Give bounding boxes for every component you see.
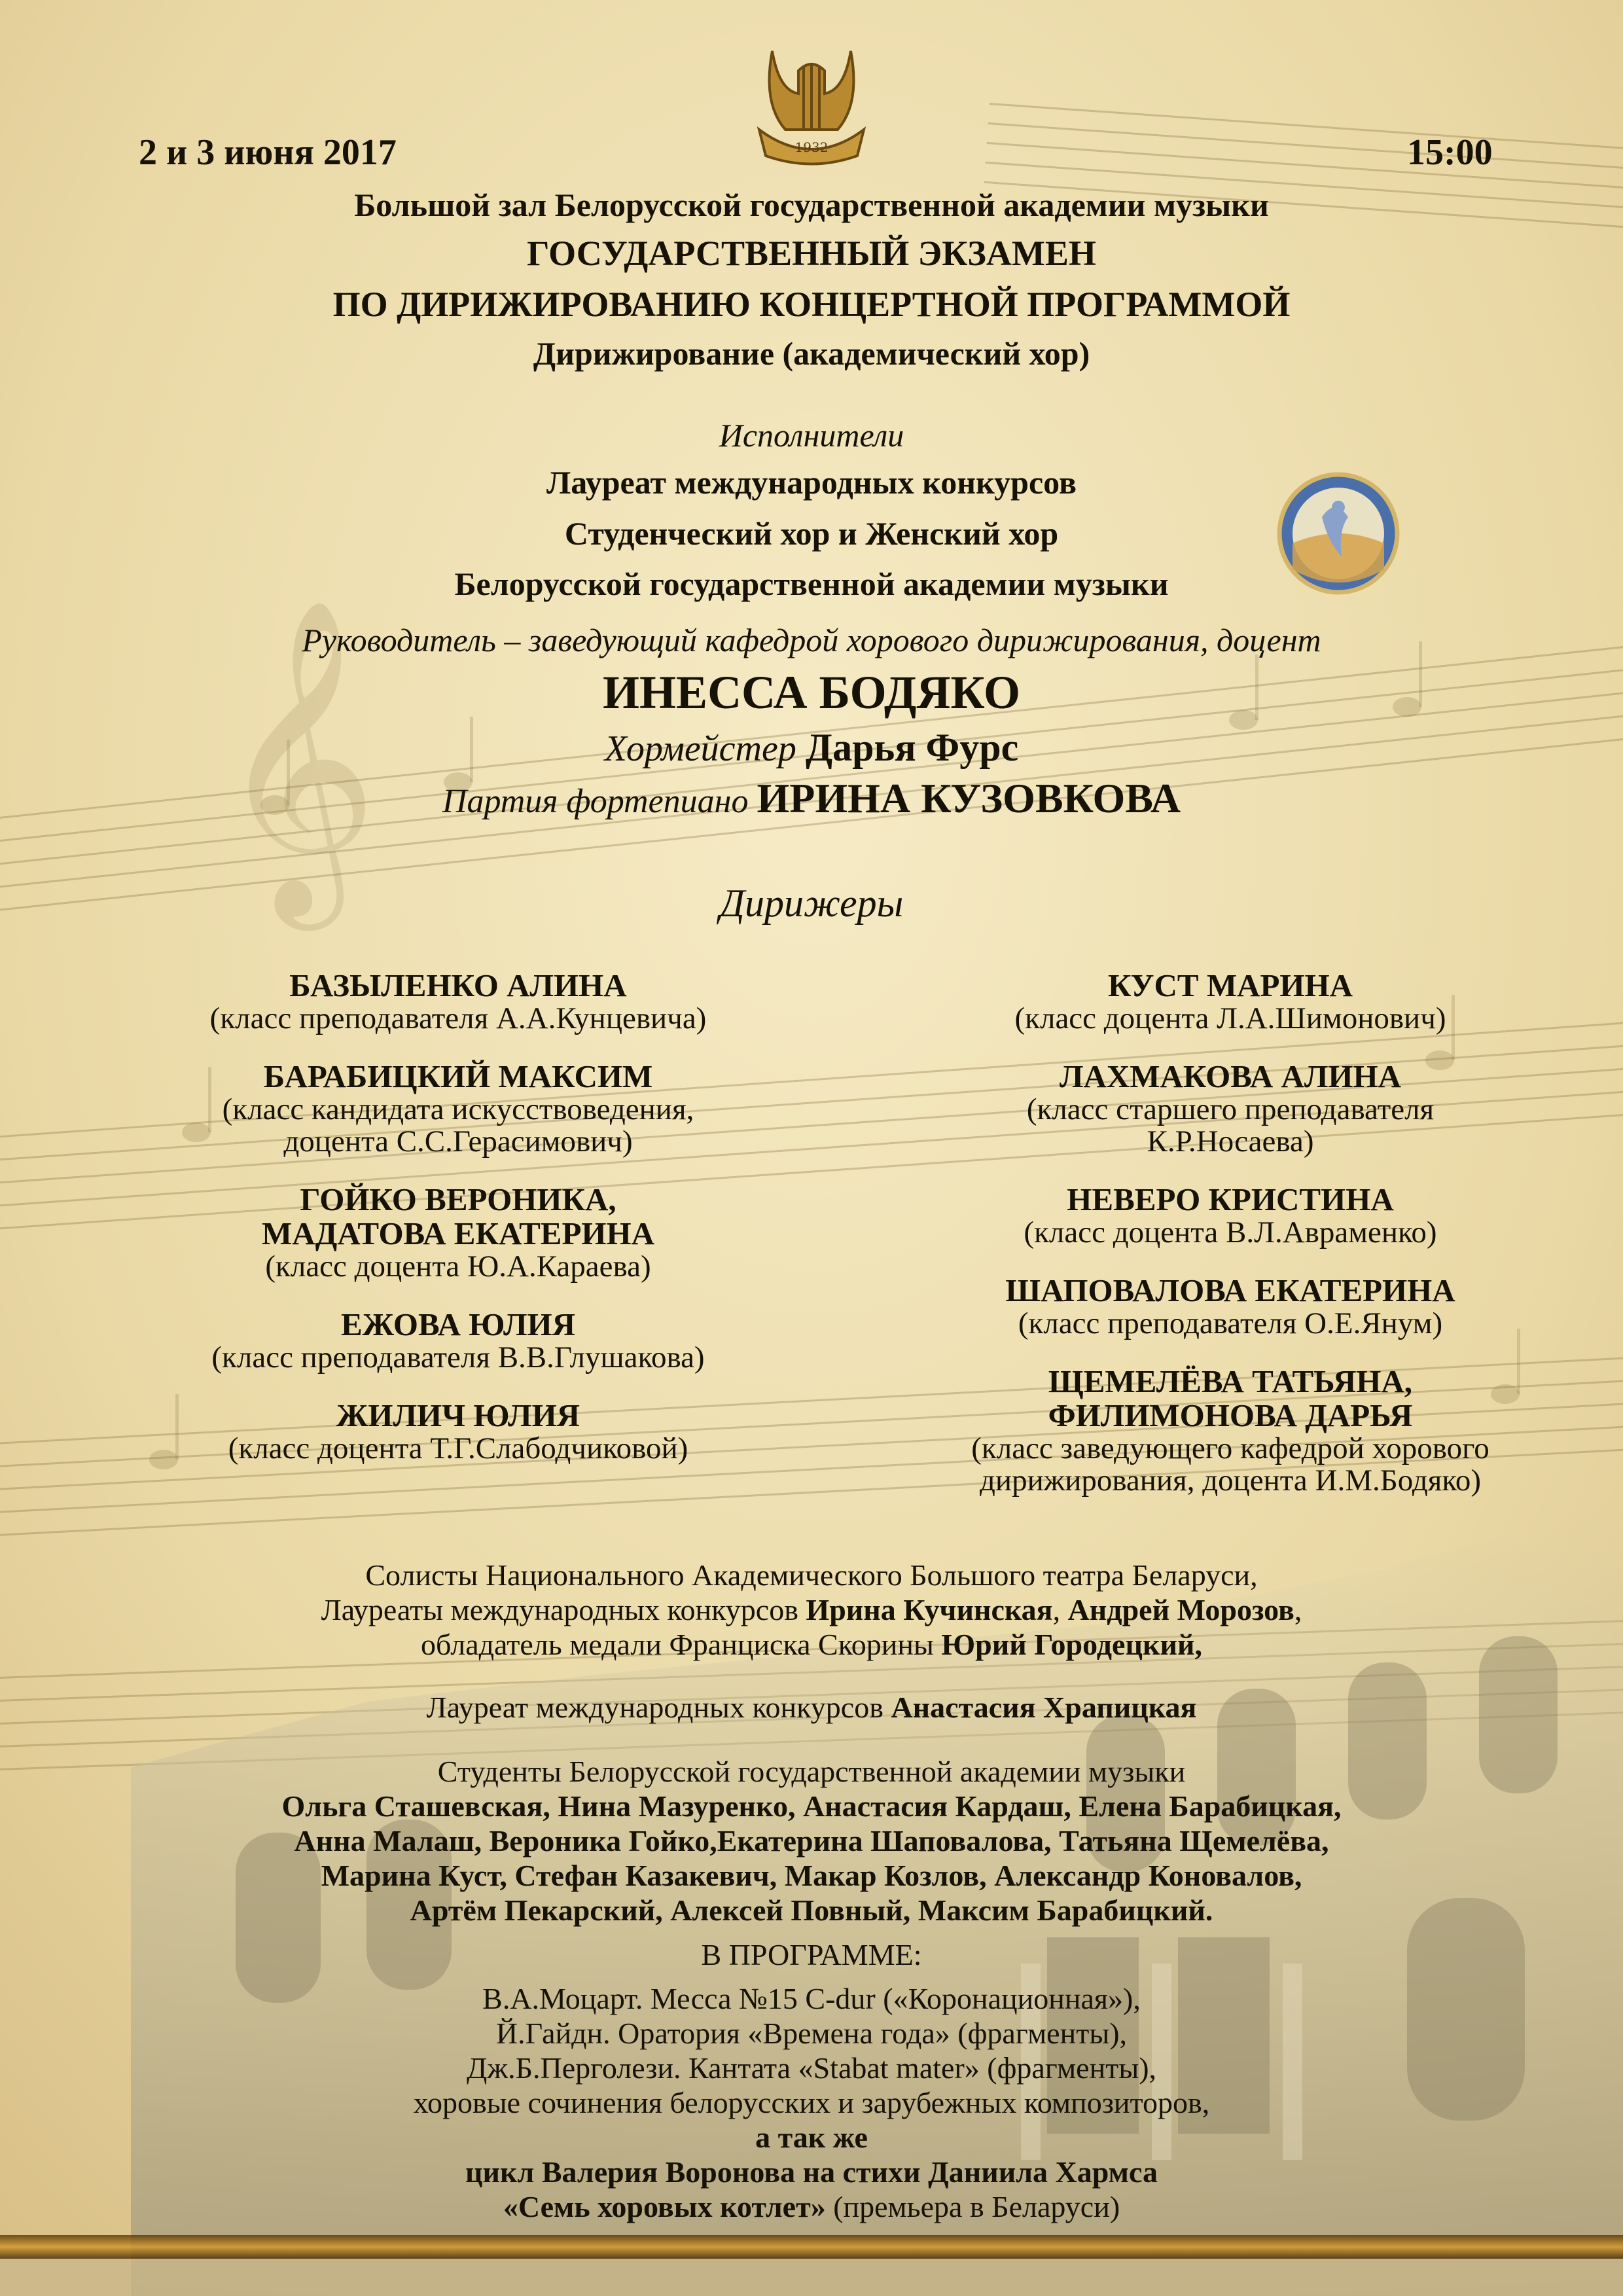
students-line-2: Анна Малаш, Вероника Гойко,Екатерина Шаповалова, Татьяна Щемелёва,: [294, 1824, 1329, 1857]
svg-text:𝄞: 𝄞: [216, 596, 379, 916]
program-line-7: [0, 2189, 1623, 2224]
soloists-line-2: [0, 1592, 1623, 1627]
conductor-class: (класс преподавателя О.Е.Янум): [1018, 1306, 1443, 1340]
conductor-entry: [870, 1365, 1590, 1497]
soloists-line-1: Солисты Национального Академического Большого театра Беларуси,: [365, 1558, 1258, 1592]
soloist-name: Ирина Кучинская: [806, 1593, 1053, 1626]
soloists-line-3-prefix: обладатель медали Франциска Скорины: [421, 1628, 942, 1661]
conductor-entry: [870, 1274, 1590, 1340]
students-intro: Студенты Белорусской государственной академии музыки: [437, 1755, 1186, 1788]
program-line-4: хоровые сочинения белорусских и зарубежных композиторов,: [413, 2086, 1210, 2119]
conductor-name: ЩЕМЕЛЁВА ТАТЬЯНА, ФИЛИМОНОВА ДАРЬЯ: [1048, 1363, 1413, 1433]
program-line-3: Дж.Б.Перголези. Кантата «Stabat mater» (фрагменты),: [466, 2051, 1157, 2085]
piano-label: Партия фортепиано: [442, 783, 749, 820]
conductor-class: (класс кандидата искусствоведения, доцента С.С.Герасимович): [222, 1092, 694, 1158]
program-block: [0, 1937, 1623, 2224]
choirmaster-line: [0, 728, 1623, 767]
program-line-6: цикл Валерия Воронова на стихи Даниила Хармса: [465, 2155, 1158, 2189]
soloists-line-3: [0, 1627, 1623, 1662]
program-heading: В ПРОГРАММЕ:: [701, 1938, 922, 1971]
piano-line: [0, 775, 1623, 821]
students-line-3: Марина Куст, Стефан Казакевич, Макар Козлов, Александр Коновалов,: [321, 1859, 1302, 1892]
conductor-class: (класс заведующего кафедрой хорового дирижирования, доцента И.М.Бодяко): [971, 1431, 1489, 1498]
performers-line-1: Лауреат международных конкурсов: [546, 464, 1077, 501]
conductor-name: ЕЖОВА ЮЛИЯ: [340, 1306, 575, 1342]
soloist-name: Юрий Городецкий,: [941, 1628, 1202, 1661]
emblem-year: 1932: [794, 139, 829, 155]
event-time: 15:00: [1407, 132, 1493, 173]
conductor-entry: [98, 969, 818, 1035]
conductor-class: (класс доцента В.Л.Авраменко): [1024, 1215, 1437, 1249]
conductor-class: (класс старшего преподавателя К.Р.Носаева): [1026, 1092, 1435, 1158]
students-line-1: Ольга Сташевская, Нина Мазуренко, Анастасия Кардаш, Елена Барабицкая,: [281, 1789, 1342, 1823]
venue: Большой зал Белорусской государственной академии музыки: [354, 187, 1269, 223]
title-line-2: ПО ДИРИЖИРОВАНИЮ КОНЦЕРТНОЙ ПРОГРАММОЙ: [332, 285, 1291, 324]
separator: ,: [1294, 1593, 1302, 1626]
laureate-line: [0, 1690, 1623, 1725]
conductor-entry: [98, 1308, 818, 1374]
performers-line-2: Студенческий хор и Женский хор: [564, 515, 1059, 552]
choirmaster-label: Хормейстер: [604, 728, 796, 769]
conductor-class: (класс доцента Ю.А.Караева): [265, 1249, 651, 1283]
subtitle: Дирижирование (академический хор): [533, 335, 1090, 372]
conductor-entry: [870, 1183, 1590, 1249]
conductors-left-column: [98, 969, 818, 1490]
conductor-name: ГОЙКО ВЕРОНИКА, МАДАТОВА ЕКАТЕРИНА: [261, 1181, 654, 1251]
conductors-heading: Дирижеры: [719, 882, 904, 925]
conductor-entry: [98, 1399, 818, 1465]
soloists-block: [0, 1558, 1623, 1662]
conductor-entry: [98, 1060, 818, 1158]
program-line-5: а так же: [755, 2121, 868, 2154]
conductor-name: КУСТ МАРИНА: [1107, 967, 1353, 1003]
piano-name: ИРИНА КУЗОВКОВА: [757, 775, 1181, 821]
program-line-2: Й.Гайдн. Оратория «Времена года» (фрагменты),: [495, 2017, 1128, 2050]
director-name: ИНЕССА БОДЯКО: [603, 666, 1020, 719]
conductor-name: БАРАБИЦКИЙ МАКСИМ: [263, 1058, 653, 1094]
conductor-entry: [870, 1060, 1590, 1158]
performers-line-3: Белорусской государственной академии музыки: [454, 565, 1169, 602]
soloist-name: Андрей Морозов: [1067, 1593, 1294, 1626]
laureate-prefix: Лауреат международных конкурсов: [426, 1691, 891, 1724]
premiere-title: «Семь хоровых котлет»: [503, 2190, 826, 2223]
conductor-name: БАЗЫЛЕНКО АЛИНА: [289, 967, 627, 1003]
performers-heading: Исполнители: [719, 417, 904, 454]
premiere-note: (премьера в Беларуси): [825, 2190, 1120, 2223]
students-block: [0, 1754, 1623, 1928]
conductor-name: ШАПОВАЛОВА ЕКАТЕРИНА: [1005, 1272, 1455, 1308]
conductor-entry: [98, 1183, 818, 1283]
separator: ,: [1052, 1593, 1068, 1626]
students-line-4: Артём Пекарский, Алексей Повный, Максим Барабицкий.: [410, 1893, 1213, 1927]
conductor-name: НЕВЕРО КРИСТИНА: [1067, 1181, 1394, 1217]
program-line-1: В.А.Моцарт. Месса №15 C-dur («Коронационная»),: [482, 1982, 1141, 2015]
soloists-line-2-prefix: Лауреаты международных конкурсов: [321, 1593, 806, 1626]
conductor-class: (класс доцента Т.Г.Слабодчиковой): [228, 1431, 688, 1465]
conductor-name: ЛАХМАКОВА АЛИНА: [1059, 1058, 1402, 1094]
choirmaster-name: Дарья Фурс: [805, 726, 1019, 769]
conductor-name: ЖИЛИЧ ЮЛИЯ: [336, 1397, 580, 1433]
conductor-class: (класс доцента Л.А.Шимонович): [1014, 1001, 1446, 1035]
conductors-right-column: [870, 969, 1590, 1522]
laureate-name: Анастасия Храпицкая: [891, 1691, 1197, 1724]
academy-emblem-logo: [746, 31, 877, 169]
director-role: Руководитель – заведующий кафедрой хорового дирижирования, доцент: [302, 622, 1321, 658]
conductor-entry: [870, 969, 1590, 1035]
conductor-class: (класс преподавателя В.В.Глушакова): [211, 1340, 705, 1374]
event-date: 2 и 3 июня 2017: [139, 132, 397, 173]
conductor-class: (класс преподавателя А.А.Кунцевича): [209, 1001, 707, 1035]
title-line-1: ГОСУДАРСТВЕННЫЙ ЭКЗАМЕН: [527, 234, 1096, 273]
